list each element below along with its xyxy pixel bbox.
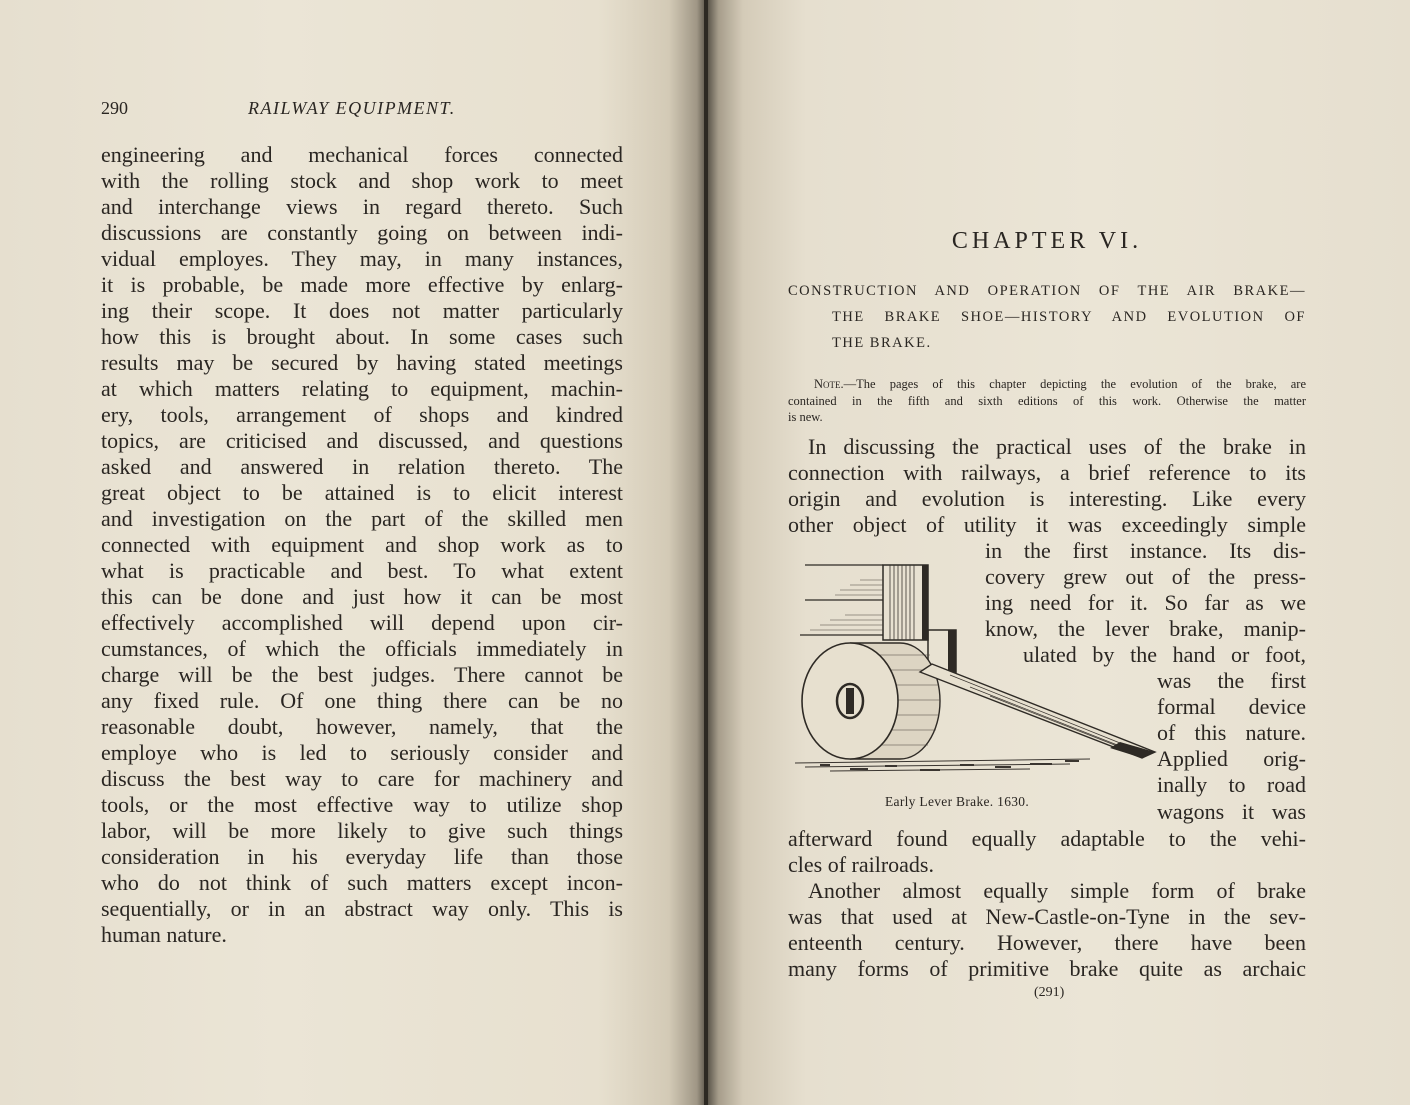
text-line: origin and evolution is interesting. Like every <box>788 486 1306 511</box>
text-line: enteenth century. However, there have been <box>788 930 1306 955</box>
frame-beams <box>800 565 883 635</box>
text-line: employe who is led to seriously consider and <box>101 740 623 765</box>
chapter-subtitle-line: CONSTRUCTION AND OPERATION OF THE AIR BRAKE— <box>788 283 1306 299</box>
note-text: —The pages of this chapter depicting the evolution of the brake, are <box>843 377 1306 391</box>
text-line: discuss the best way to care for machinery and <box>101 766 623 791</box>
text-line: great object to be attained is to elicit interest <box>101 480 623 505</box>
text-line: was that used at New-Castle-on-Tyne in the sev- <box>788 904 1306 929</box>
chapter-note <box>788 376 1306 426</box>
text-line: in the first instance. Its dis- <box>985 538 1306 563</box>
text-line: ulated by the hand or foot, <box>1023 642 1306 667</box>
text-line: discussions are constantly going on between indi- <box>101 220 623 245</box>
lever-brake-illustration <box>790 560 1160 775</box>
text-line: vidual employes. They may, in many instances, <box>101 246 623 271</box>
text-line: Applied orig- <box>1157 746 1306 771</box>
page-folio: (291) <box>1034 985 1065 1000</box>
text-line: cles of railroads. <box>788 852 934 877</box>
text-line: who do not think of such matters except incon- <box>101 870 623 895</box>
text-line: human nature. <box>101 922 227 947</box>
text-line: was the first <box>1157 668 1306 693</box>
left-page <box>0 0 704 1105</box>
chapter-subtitle-line: THE BRAKE. <box>832 335 932 351</box>
text-line: cumstances, of which the officials immediately in <box>101 636 623 661</box>
text-line: effectively accomplished will depend upon cir- <box>101 610 623 635</box>
text-line: covery grew out of the press- <box>985 564 1306 589</box>
text-line: ery, tools, arrangement of shops and kindred <box>101 402 623 427</box>
text-line: connection with railways, a brief reference to its <box>788 460 1306 485</box>
text-line: In discussing the practical uses of the brake in <box>808 434 1306 459</box>
text-line: what is practicable and best. To what extent <box>101 558 623 583</box>
chapter-subtitle-line: THE BRAKE SHOE—HISTORY AND EVOLUTION OF <box>832 309 1306 325</box>
text-line: results may be secured by having stated meetings <box>101 350 623 375</box>
text-line: topics, are criticised and discussed, and questions <box>101 428 623 453</box>
running-title: RAILWAY EQUIPMENT. <box>248 98 456 118</box>
pivot-shadow <box>948 630 956 675</box>
text-line: this can be done and just how it can be most <box>101 584 623 609</box>
page-number: 290 <box>101 98 128 118</box>
post-hatching <box>890 565 914 640</box>
text-line: inally to road <box>1157 772 1306 797</box>
beam-hatching <box>810 580 883 630</box>
text-line: ing need for it. So far as we <box>985 590 1306 615</box>
note-line <box>788 376 1306 393</box>
text-line: any fixed rule. Of one thing there can be no <box>101 688 623 713</box>
text-line: asked and answered in relation thereto. The <box>101 454 623 479</box>
text-line: engineering and mechanical forces connected <box>101 142 623 167</box>
text-line: many forms of primitive brake quite as archaic <box>788 956 1306 981</box>
left-body-text <box>101 142 623 948</box>
note-line: contained in the fifth and sixth editions of this work. Otherwise the matter <box>788 393 1306 408</box>
chapter-title: CHAPTER VI. <box>951 228 1143 254</box>
text-line: connected with equipment and shop work as to <box>101 532 623 557</box>
text-line: labor, will be more likely to give such things <box>101 818 623 843</box>
text-line: and investigation on the part of the skilled men <box>101 506 623 531</box>
text-line: of this nature. <box>1157 720 1306 745</box>
text-line: charge will be the best judges. There cannot be <box>101 662 623 687</box>
text-line: with the rolling stock and shop work to meet <box>101 168 623 193</box>
text-line: it is probable, be made more effective by enlarg- <box>101 272 623 297</box>
wheel-axle <box>846 688 854 714</box>
text-line: and interchange views in regard thereto. Such <box>101 194 623 219</box>
text-line: how this is brought about. In some cases such <box>101 324 623 349</box>
text-line: other object of utility it was exceedingly simple <box>788 512 1306 537</box>
text-line: reasonable doubt, however, namely, that the <box>101 714 623 739</box>
text-line: sequentially, or in an abstract way only. This is <box>101 896 623 921</box>
text-line: tools, or the most effective way to utilize shop <box>101 792 623 817</box>
text-line: afterward found equally adaptable to the vehi- <box>788 826 1306 851</box>
text-line: ing their scope. It does not matter particularly <box>101 298 623 323</box>
text-line: know, the lever brake, manip- <box>985 616 1306 641</box>
text-line: at which matters relating to equipment, machin- <box>101 376 623 401</box>
note-label: Note. <box>814 377 844 391</box>
post-shadow <box>922 565 928 640</box>
text-line: formal device <box>1157 694 1306 719</box>
text-line: Another almost equally simple form of brake <box>808 878 1306 903</box>
text-line: wagons it was <box>1157 799 1306 824</box>
note-line: is new. <box>788 410 823 424</box>
figure-caption: Early Lever Brake. 1630. <box>885 794 1030 809</box>
text-line: consideration in his everyday life than those <box>101 844 623 869</box>
